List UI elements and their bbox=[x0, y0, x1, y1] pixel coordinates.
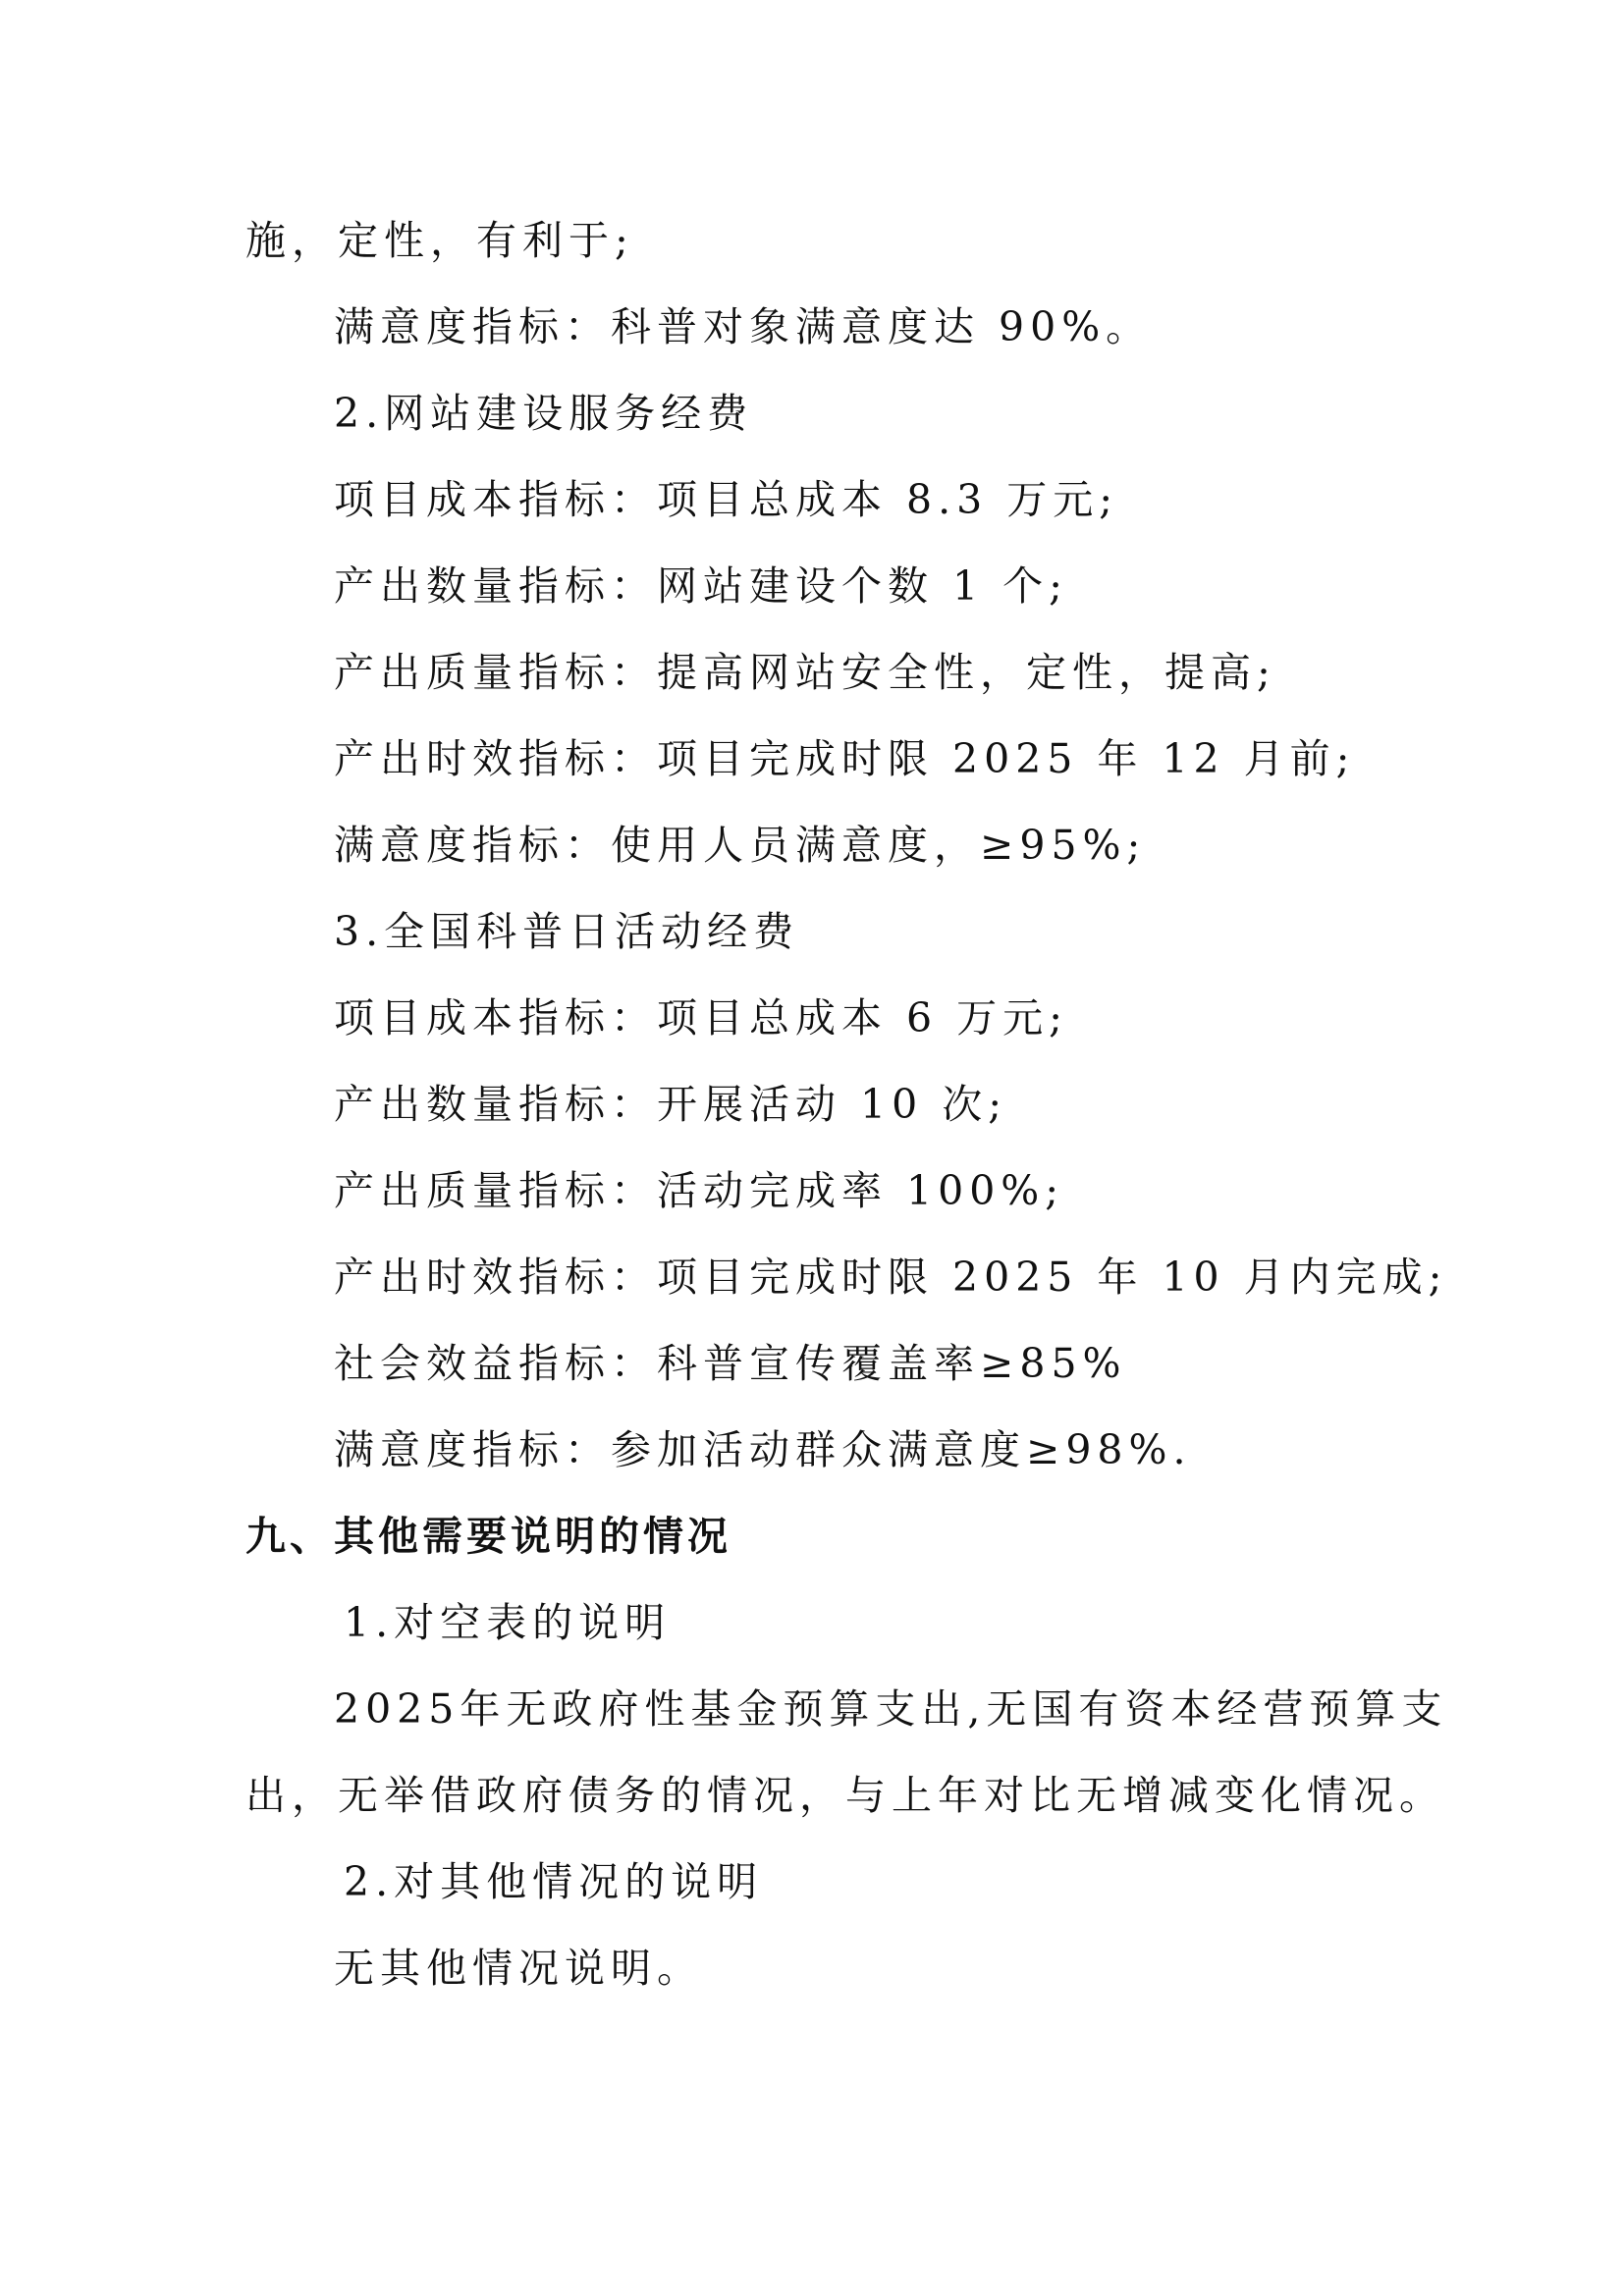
text-line: 产出时效指标：项目完成时限 2025 年 12 月前; bbox=[334, 735, 1356, 782]
item-heading: 2.网站建设服务经费 bbox=[334, 390, 754, 437]
text-line: 满意度指标：科普对象满意度达 90%。 bbox=[334, 303, 1153, 350]
text-line: 产出时效指标：项目完成时限 2025 年 10 月内完成; bbox=[334, 1254, 1448, 1301]
text-line: 满意度指标：参加活动群众满意度≥98%. bbox=[334, 1426, 1192, 1473]
text-line: 产出数量指标：开展活动 10 次; bbox=[334, 1081, 1008, 1128]
text-line: 出，无举借政府债务的情况，与上年对比无增减变化情况。 bbox=[245, 1772, 1445, 1819]
text-line: 无其他情况说明。 bbox=[334, 1945, 703, 1992]
text-line: 2025年无政府性基金预算支出,无国有资本经营预算支 bbox=[334, 1685, 1448, 1733]
text-line: 项目成本指标：项目总成本 6 万元; bbox=[334, 994, 1068, 1041]
item-heading: 3.全国科普日活动经费 bbox=[334, 908, 800, 955]
subsection-heading: 2.对其他情况的说明 bbox=[344, 1858, 764, 1905]
text-line: 项目成本指标：项目总成本 8.3 万元; bbox=[334, 476, 1119, 523]
text-line: 产出质量指标：活动完成率 100%; bbox=[334, 1167, 1065, 1214]
text-line: 产出数量指标：网站建设个数 1 个; bbox=[334, 562, 1068, 610]
text-line: 社会效益指标：科普宣传覆盖率≥85% bbox=[334, 1340, 1127, 1387]
text-line: 施，定性，有利于; bbox=[245, 217, 634, 264]
subsection-heading: 1.对空表的说明 bbox=[344, 1599, 672, 1646]
text-line: 满意度指标：使用人员满意度，≥95%; bbox=[334, 822, 1147, 869]
section-heading: 九、其他需要说明的情况 bbox=[245, 1513, 731, 1560]
text-line: 产出质量指标：提高网站安全性，定性，提高; bbox=[334, 649, 1276, 696]
